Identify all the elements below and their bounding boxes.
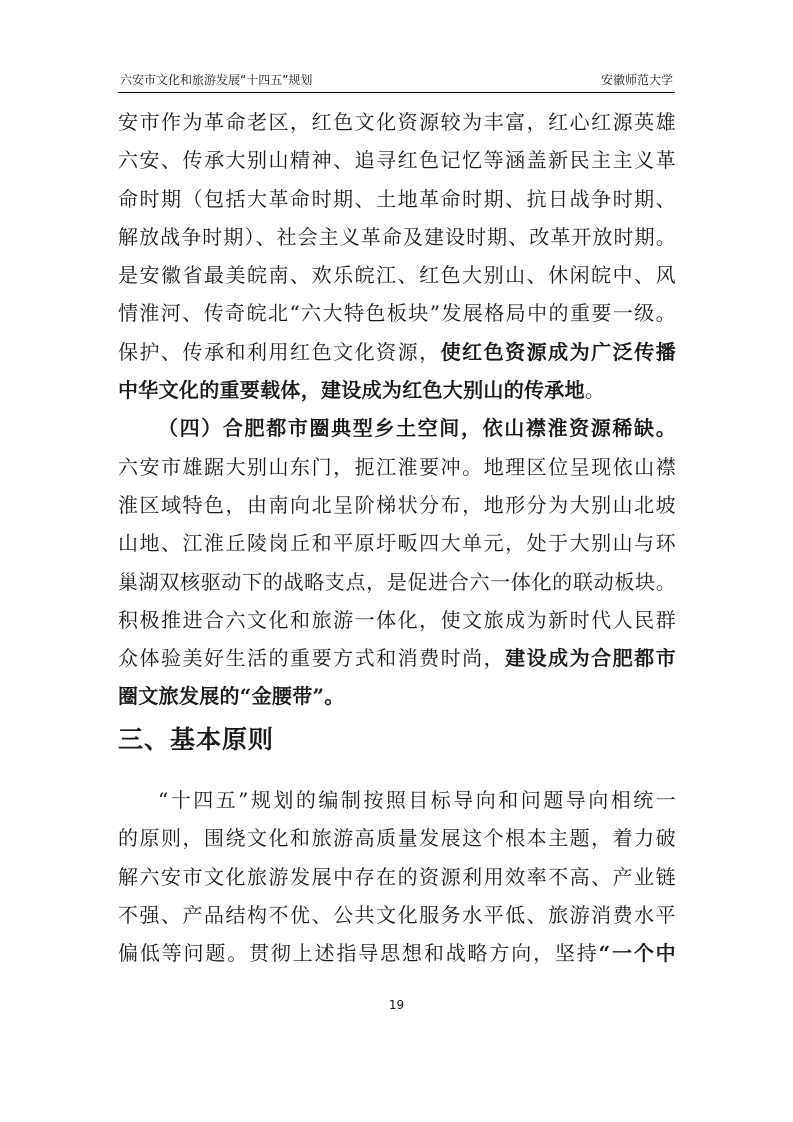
text-line (118, 819, 676, 857)
text-run: 解六安市文化旅游发展中存在的资源利用效率不高、产业链 (118, 864, 676, 889)
text-run: 众体验美好生活的重要方式和消费时尚， (118, 646, 506, 671)
page-number: 19 (388, 998, 405, 1012)
text-run: 山地、江淮丘陵岗丘和平原圩畈四大单元，处于大别山与环 (118, 531, 676, 556)
header-document-title: 六安市文化和旅游发展“十四五”规划 (120, 73, 313, 87)
text-run: 淮区域特色，由南向北呈阶梯状分布，地形分为大别山北坡 (118, 492, 676, 517)
text-line (118, 218, 676, 256)
text-line (118, 103, 676, 141)
text-line (118, 409, 676, 447)
text-line (118, 486, 676, 524)
bold-text-run: （四）合肥都市圈典型乡土空间，依山襟淮资源稀缺。 (158, 416, 676, 441)
paragraph-red-culture (118, 103, 676, 409)
text-run: “十四五”规划的编制按照目标导向和问题导向相统一 (158, 788, 676, 812)
bold-text-run: 使红色资源成为广泛传播 (440, 339, 676, 364)
text-line (118, 333, 676, 371)
text-run: 积极推进合六文化和旅游一体化，使文旅成为新时代人民群 (118, 607, 676, 632)
text-line (118, 639, 676, 677)
text-run: 。 (584, 378, 606, 403)
text-run: 是安徽省最美皖南、欢乐皖江、红色大别山、休闲皖中、风 (118, 263, 676, 288)
text-run: 保护、传承和利用红色文化资源， (118, 339, 441, 364)
paragraph-hefei-metro (118, 409, 676, 715)
text-run: 偏低等问题。贯彻上述指导思想和战略方向，坚持 (118, 941, 599, 966)
text-line (118, 256, 676, 294)
text-line (118, 141, 676, 179)
text-run: 六安、传承大别山精神、追寻红色记忆等涵盖新民主主义革 (118, 148, 676, 173)
text-run: 巢湖双核驱动下的战略支点，是促进合六一体化的联动板块。 (118, 569, 676, 594)
paragraph-basic-principles (118, 781, 676, 972)
text-line (118, 371, 676, 409)
text-run: 安市作为革命老区，红色文化资源较为丰富，红心红源英雄 (118, 110, 676, 134)
bold-text-run: “一个中 (598, 941, 676, 966)
text-line (118, 294, 676, 332)
header-institution: 安徽师范大学 (600, 73, 673, 87)
section-heading: 三、基本原则 (118, 725, 275, 754)
text-line (118, 934, 676, 972)
text-run: 解放战争时期）、社会主义革命及建设时期、改革开放时期。 (118, 224, 676, 249)
bold-text-run: 建设成为合肥都市 (505, 646, 676, 671)
section-body (118, 781, 676, 972)
text-line (118, 180, 676, 218)
text-line (118, 601, 676, 639)
text-line (118, 563, 676, 601)
text-run: 六安市雄踞大别山东门，扼江淮要冲。地理区位呈现依山襟 (118, 454, 676, 479)
text-line (118, 524, 676, 562)
text-run: 情淮河、传奇皖北“六大特色板块”发展格局中的重要一级。 (118, 301, 676, 326)
body-text (118, 103, 676, 716)
text-line (118, 781, 676, 819)
text-run: 的原则，围绕文化和旅游高质量发展这个根本主题，着力破 (118, 826, 676, 851)
page-header (118, 70, 675, 93)
text-line (118, 858, 676, 896)
bold-text-run: 中华文化的重要载体，建设成为红色大别山的传承地 (118, 378, 585, 403)
text-run: 命时期（包括大革命时期、土地革命时期、抗日战争时期、 (118, 186, 676, 211)
text-line (118, 896, 676, 934)
text-line (118, 448, 676, 486)
text-run: 不强、产品结构不优、公共文化服务水平低、旅游消费水平 (118, 902, 676, 927)
text-line (118, 677, 676, 715)
bold-text-run: 圈文旅发展的“金腰带”。 (118, 684, 345, 709)
